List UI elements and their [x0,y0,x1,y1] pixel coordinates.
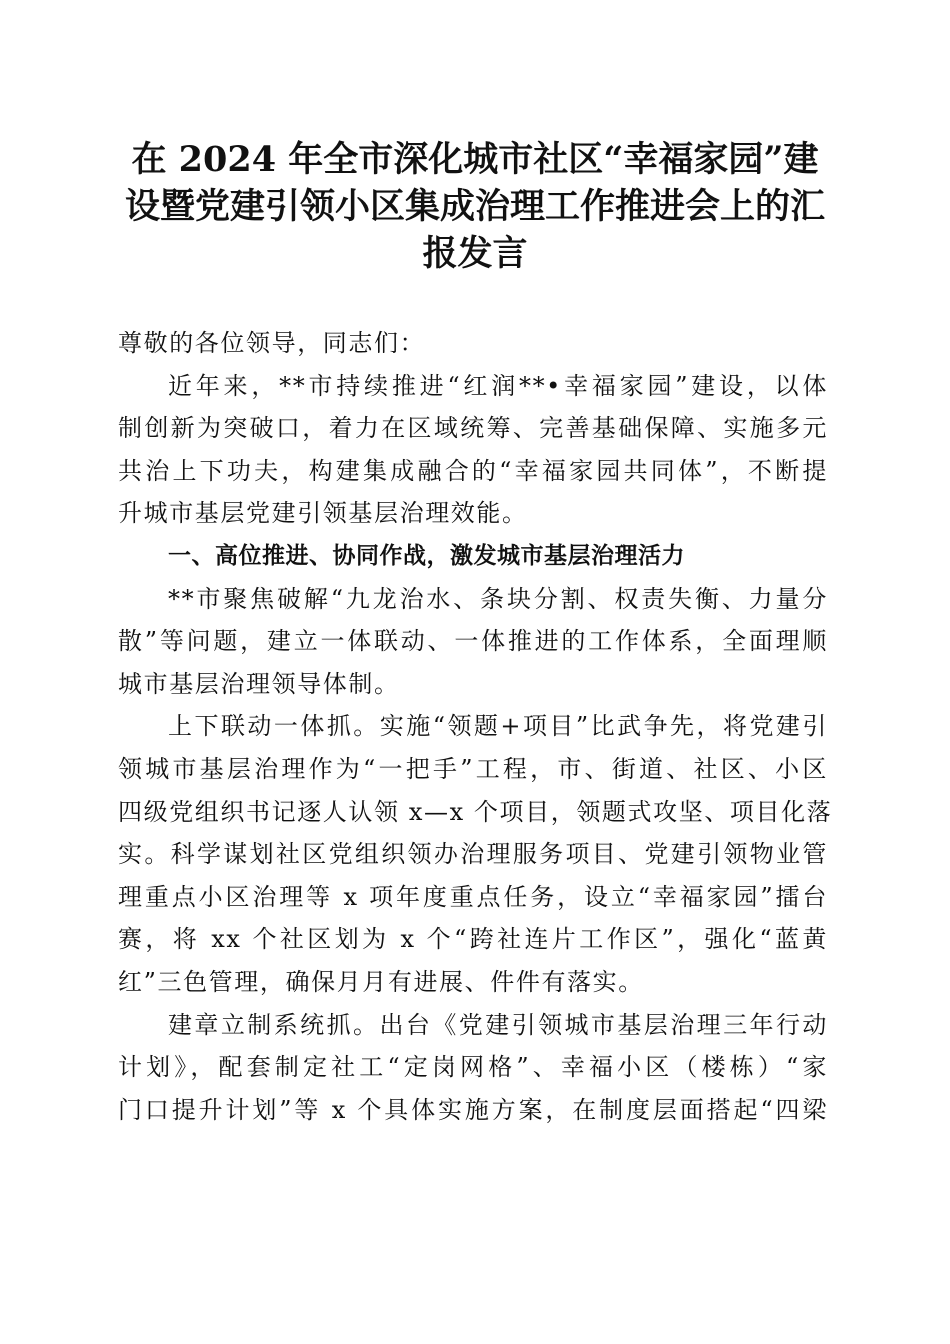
paragraph-linkage [118,705,833,1003]
paragraph-line: 赛，将 xx 个社区划为 x 个“跨社连片工作区”，强化“蓝黄 [118,925,828,954]
paragraph-line: 门口提升计划”等 x 个具体实施方案，在制度层面搭起“四梁 [118,1095,828,1124]
paragraph-line: 散”等问题，建立一体联动、一体推进的工作体系，全面理顺 [118,627,828,656]
paragraph-intro [118,365,828,535]
title-line-3: 报发言 [422,233,528,274]
paragraph-line: 理重点小区治理等 x 项年度重点任务，设立“幸福家园”擂台 [118,882,828,911]
paragraph-line: 红”三色管理，确保月月有进展、件件有落实。 [118,967,644,996]
title-line-1: 在 2024 年全市深化城市社区“幸福家园”建 [131,139,819,180]
paragraph-line: 四级党组织书记逐人认领 x—x 个项目，领题式攻坚、项目化落 [118,797,833,826]
paragraph-line: 建章立制系统抓。出台《党建引领城市基层治理三年行动 [168,1010,828,1039]
paragraph-regulations [118,1004,828,1132]
section-heading-1: 一、高位推进、协同作战，激发城市基层治理活力 [168,542,685,569]
paragraph-line: 城市基层治理领导体制。 [118,669,400,698]
paragraph-line: 共治上下功夫，构建集成融合的“幸福家园共同体”，不断提 [118,456,828,485]
paragraph-line: 近年来，**市持续推进“红润**•幸福家园”建设，以体 [168,371,828,400]
document-body [118,322,833,1131]
document-title [110,136,840,277]
title-line-2: 设暨党建引领小区集成治理工作推进会上的汇 [124,186,825,227]
paragraph-line: 上下联动一体抓。实施“领题+项目”比武争先，将党建引 [168,712,828,741]
paragraph-line: 计划》，配套制定社工“定岗网格”、幸福小区（楼栋）“家 [118,1053,828,1082]
paragraph-line: 制创新为突破口，着力在区域统筹、完善基础保障、实施多元 [118,414,828,443]
paragraph-line: 实。科学谋划社区党组织领办治理服务项目、党建引领物业管 [118,840,828,869]
paragraph-line: 领城市基层治理作为“一把手”工程，市、街道、社区、小区 [118,754,828,783]
paragraph-section-intro [118,578,828,706]
salutation: 尊敬的各位领导，同志们： [118,329,426,357]
paragraph-line: **市聚焦破解“九龙治水、条块分割、权责失衡、力量分 [168,584,828,613]
paragraph-line: 升城市基层党建引领基层治理效能。 [118,499,528,528]
